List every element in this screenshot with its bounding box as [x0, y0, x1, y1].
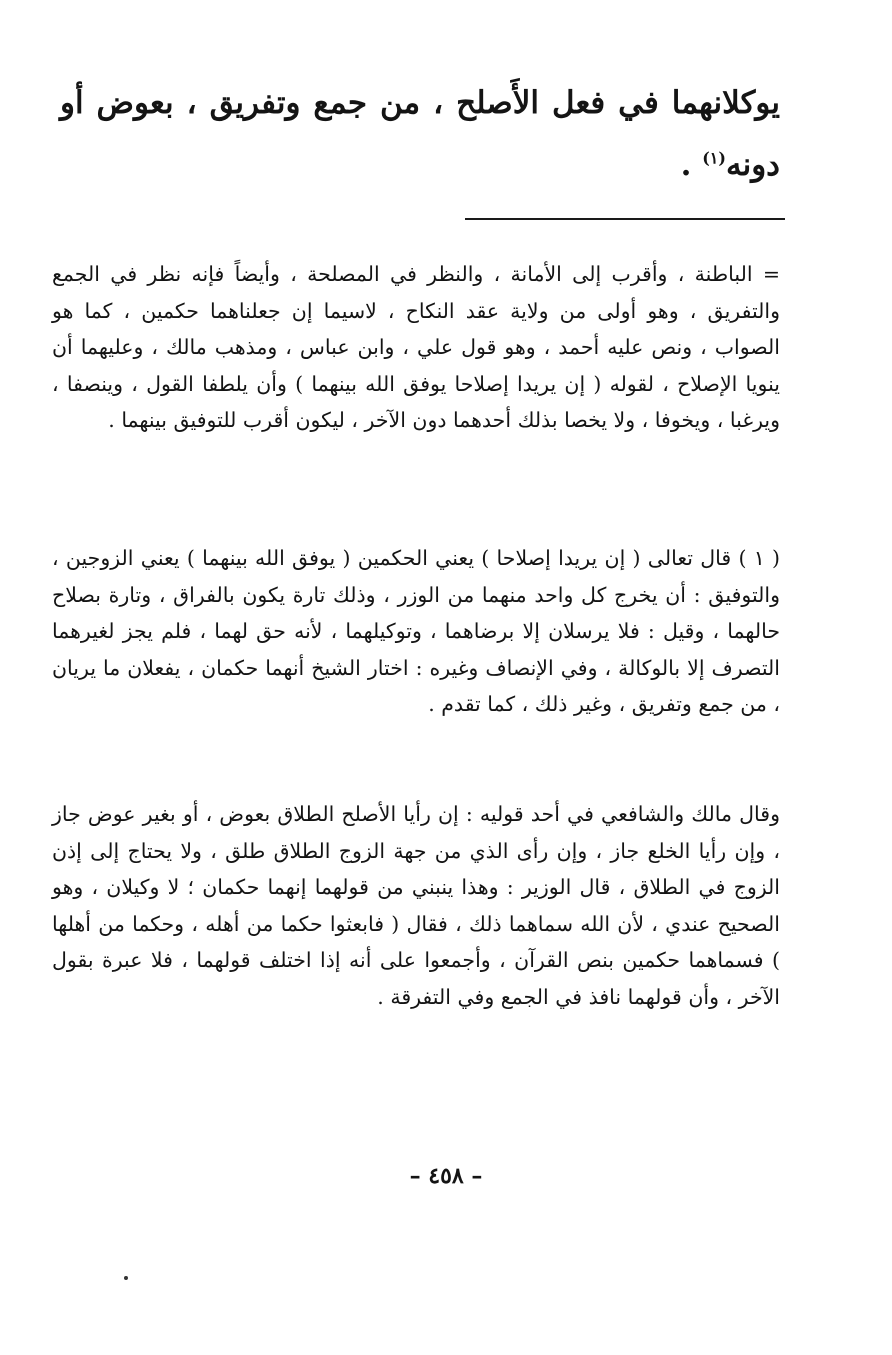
main-text-paragraph: [60, 72, 780, 196]
page-number: – ٤٥٨ –: [409, 1163, 483, 1189]
footnote-reference: (١): [702, 148, 726, 168]
scan-speck: [124, 1276, 128, 1280]
footnote-1-continuation-paragraph: وقال مالك والشافعي في أحد قوليه : إن رأيا الأصلح الطلاق بعوض ، أو بغير عوض جاز ، وإن رأيا الخلع جاز ، وإن رأى الذي من جهة الزوج الطلاق طلق ، ولا يحتاج إلى إذن الزوج في الطلاق ، قال الوزير : وهذا ينبني من قولهما إنهما حكمان ؛ لا وكيلان ، وهو الصحيح عندي ، لأن الله سماهما ذلك ، فقال ( فابعثوا حكما من أهله ، وحكما من أهلها ) فسماهما حكمين بنص القرآن ، وأجمعوا على أنه إذا اختلف قولهما ، فلا عبرة بقول الآخر ، وأن قولهما نافذ في الجمع وفي التفرقة .: [52, 802, 780, 1009]
footnote-1-paragraph: ( ١ ) قال تعالى ( إن يريدا إصلاحا ) يعني الحكمين ( يوفق الله بينهما ) يعني الزوجين ، والتوفيق : أن يخرج كل واحد منهما من الوزر ، وذلك تارة يكون بالفراق ، وتارة بصلاح حالهما ، وقيل : فلا يرسلان إلا برضاهما ، وتوكيلهما ، لأنه حق لهما ، فلم يجز لغيرهما التصرف إلا بالوكالة ، وفي الإنصاف وغيره : اختار الشيخ أنهما حكمان ، يفعلان ما يريان ، من جمع وتفريق ، وغير ذلك ، كما تقدم .: [52, 546, 780, 716]
main-text-body: يوكلانهما في فعل الأَصلح ، من جمع وتفريق ، بعوض أو دونه: [60, 85, 780, 183]
footnote-continuation-paragraph: = الباطنة ، وأقرب إلى الأمانة ، والنظر في المصلحة ، وأيضاً فإنه نظر في الجمع والتفريق ، وهو أولى من ولاية عقد النكاح ، لاسيما إن جعلناهما حكمين ، كما هو الصواب ، ونص عليه أحمد ، وهو قول علي ، وابن عباس ، ومذهب مالك ، وعليهما أن ينويا الإصلاح ، لقوله ( إن يريدا إصلاحا يوفق الله بينهما ) وأن يلطفا القول ، وينصفا ، ويرغبا ، ويخوفا ، ولا يخصا بذلك أحدهما دون الآخر ، ليكون أقرب للتوفيق بينهما .: [52, 262, 780, 432]
footnote-separator-line: [465, 218, 785, 220]
main-text-end: .: [680, 147, 703, 183]
